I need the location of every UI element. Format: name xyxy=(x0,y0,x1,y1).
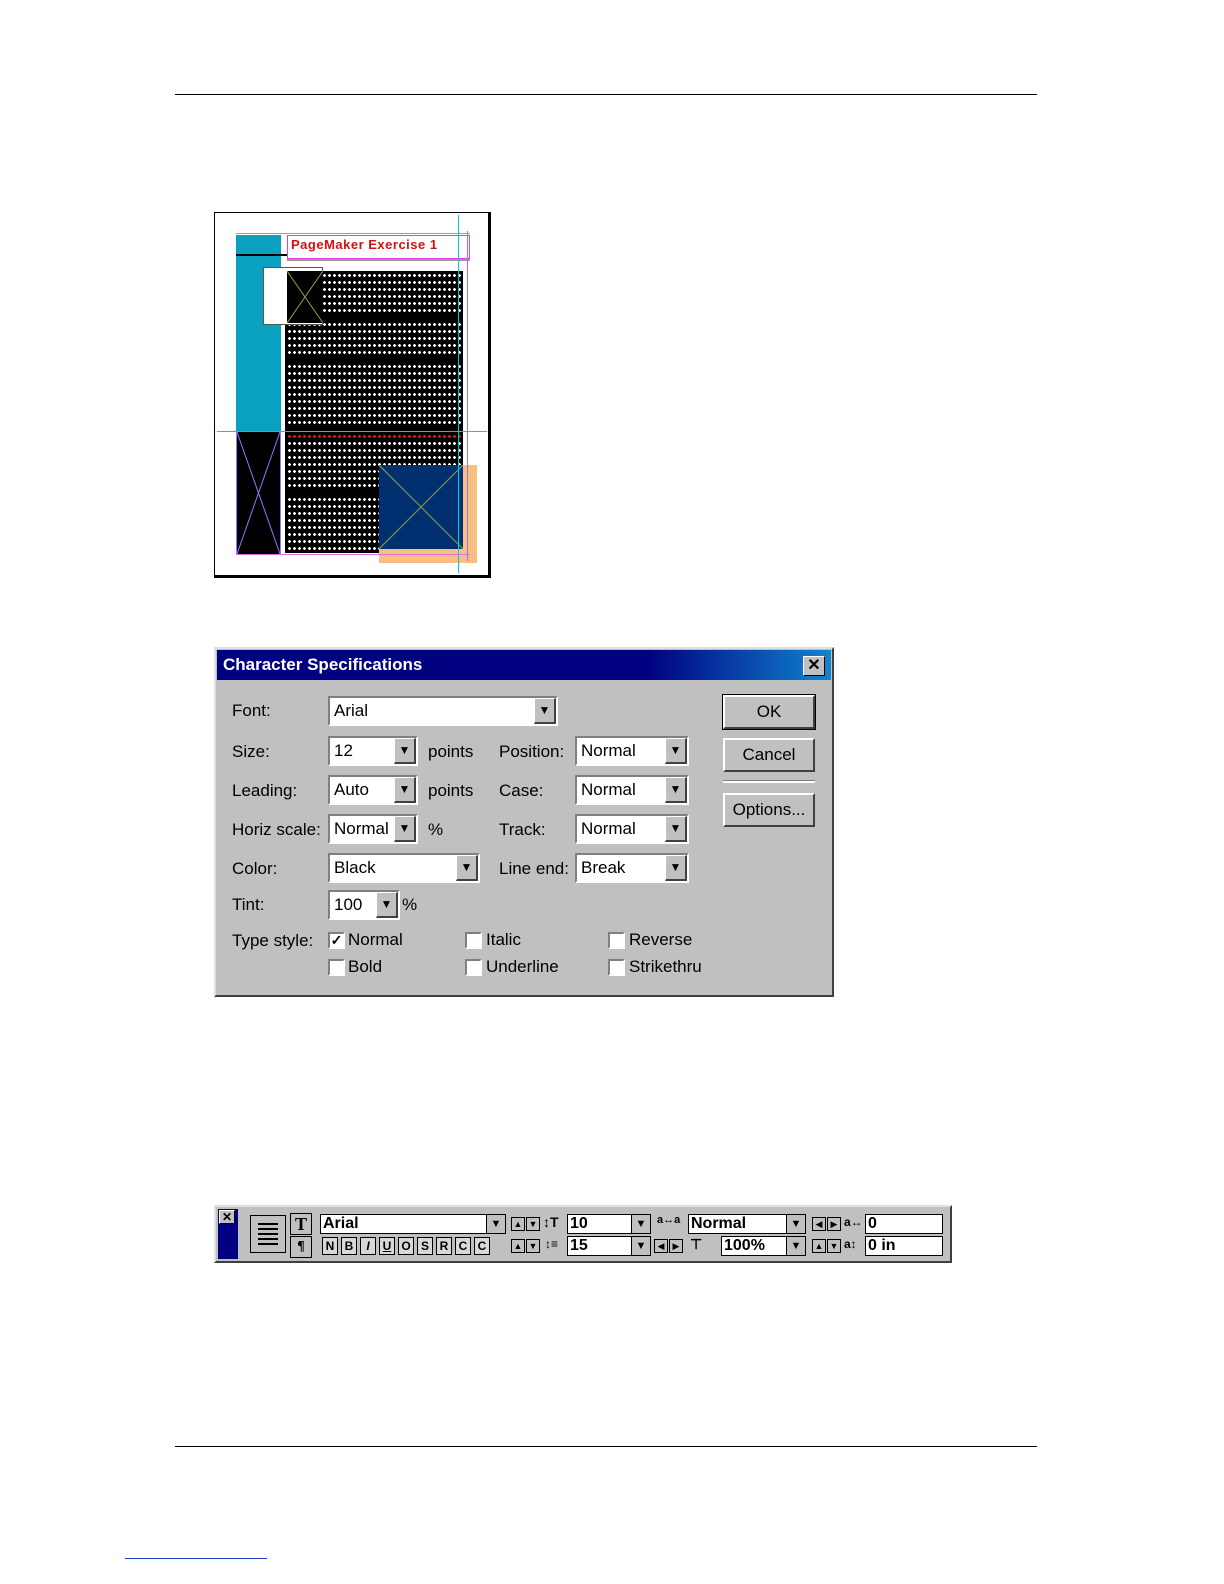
kerning-icon: a↔ xyxy=(844,1215,863,1229)
chevron-down-icon: ▼ xyxy=(669,782,682,796)
palette-font-field[interactable] xyxy=(320,1214,506,1234)
close-button[interactable] xyxy=(803,656,825,676)
track-value: Normal xyxy=(581,819,636,838)
close-icon: ✕ xyxy=(221,1210,233,1224)
palette-style-shadow-button[interactable]: S xyxy=(417,1237,433,1255)
placeholder-cross-icon xyxy=(237,432,280,554)
track-dropdown-button[interactable] xyxy=(665,816,687,842)
dialog-title: Character Specifications xyxy=(223,655,423,674)
kerning-nudge-left[interactable]: ◀ xyxy=(812,1217,826,1231)
horiz-scale-label: Horiz scale: xyxy=(232,820,321,839)
size-combobox[interactable] xyxy=(328,736,418,766)
ok-button[interactable]: OK xyxy=(723,695,815,729)
case-value: Normal xyxy=(581,780,636,799)
palette-style-reverse-button[interactable]: R xyxy=(436,1237,452,1255)
palette-track-field[interactable] xyxy=(688,1214,806,1234)
ruler-guide-vertical xyxy=(458,215,459,573)
kerning-nudge-right[interactable]: ▶ xyxy=(827,1217,841,1231)
baseline-shift-icon: a↕ xyxy=(844,1237,857,1251)
image-placeholder-left xyxy=(236,431,281,555)
close-icon: ✕ xyxy=(807,657,821,674)
case-select[interactable] xyxy=(575,775,689,805)
track-select[interactable] xyxy=(575,814,689,844)
tint-value: 100 xyxy=(334,895,363,914)
size-dropdown-button[interactable] xyxy=(394,738,416,764)
button-separator xyxy=(723,780,815,783)
header-rule xyxy=(175,94,1037,95)
color-dropdown-button[interactable] xyxy=(456,855,478,881)
size-nudge-up[interactable]: ▲ xyxy=(511,1217,525,1231)
reverse-checkbox-label: Reverse xyxy=(629,930,693,949)
leading-nudge-down[interactable]: ▼ xyxy=(526,1239,540,1253)
line-end-dropdown-button[interactable] xyxy=(665,855,687,881)
chevron-down-icon: ▼ xyxy=(669,860,682,874)
position-dropdown-button[interactable] xyxy=(665,738,687,764)
chevron-down-icon: ▼ xyxy=(398,743,411,757)
type-style-label: Type style: xyxy=(232,931,314,950)
strikethru-checkbox[interactable] xyxy=(608,959,625,976)
palette-baseline-value: 0 in xyxy=(868,1237,896,1254)
character-specifications-dialog xyxy=(214,647,834,997)
placeholder-cross-icon xyxy=(287,271,323,323)
color-value: Black xyxy=(334,858,376,877)
leading-dropdown-button[interactable] xyxy=(394,777,416,803)
font-select[interactable] xyxy=(328,696,558,726)
normal-checkbox[interactable]: ✓ xyxy=(328,932,345,949)
scale-nudge-right[interactable]: ▶ xyxy=(669,1239,683,1253)
underline-checkbox-label: Underline xyxy=(486,957,559,976)
palette-scale-field[interactable] xyxy=(721,1236,806,1256)
palette-kerning-value: 0 xyxy=(868,1215,877,1232)
leading-value: Auto xyxy=(334,780,369,799)
tint-combobox[interactable] xyxy=(328,890,400,920)
image-placeholder-bottom xyxy=(379,465,463,549)
chevron-down-icon: ▼ xyxy=(669,821,682,835)
strikethru-checkbox-label: Strikethru xyxy=(629,957,702,976)
character-view-button[interactable] xyxy=(290,1213,312,1235)
options-button[interactable]: Options... xyxy=(723,793,815,827)
baseline-nudge-up[interactable]: ▲ xyxy=(812,1239,826,1253)
font-dropdown-button[interactable] xyxy=(534,698,556,724)
case-label: Case: xyxy=(499,781,544,800)
normal-checkbox-label: Normal xyxy=(348,930,403,949)
chevron-down-icon: ▼ xyxy=(398,782,411,796)
position-value: Normal xyxy=(581,741,636,760)
case-dropdown-button[interactable] xyxy=(665,777,687,803)
footer-rule xyxy=(175,1446,1037,1447)
chevron-down-icon: ▼ xyxy=(790,1240,802,1252)
reverse-checkbox[interactable] xyxy=(608,932,625,949)
palette-style-underline-button[interactable]: U xyxy=(379,1237,395,1255)
chevron-down-icon: ▼ xyxy=(460,860,473,874)
leading-combobox[interactable] xyxy=(328,775,418,805)
color-select[interactable] xyxy=(328,853,480,883)
palette-leading-value: 15 xyxy=(570,1237,588,1254)
baseline-nudge-down[interactable]: ▼ xyxy=(827,1239,841,1253)
margin-guide-bottom xyxy=(236,554,470,555)
footnote-link-rule xyxy=(125,1558,267,1559)
chevron-down-icon: ▼ xyxy=(380,897,393,911)
dialog-titlebar xyxy=(217,650,831,680)
leading-nudge-up[interactable]: ▲ xyxy=(511,1239,525,1253)
ruler-guide-horizontal xyxy=(217,431,487,432)
line-end-select[interactable] xyxy=(575,853,689,883)
cancel-button[interactable]: Cancel xyxy=(723,738,815,772)
leading-label: Leading: xyxy=(232,781,298,800)
palette-track-dropdown[interactable] xyxy=(786,1214,806,1234)
line-end-value: Break xyxy=(581,858,626,877)
size-nudge-down[interactable]: ▼ xyxy=(526,1217,540,1231)
palette-font-dropdown[interactable] xyxy=(486,1214,506,1234)
color-label: Color: xyxy=(232,859,278,878)
size-value: 12 xyxy=(334,741,353,760)
italic-checkbox[interactable] xyxy=(465,932,482,949)
horiz-scale-dropdown-button[interactable] xyxy=(394,816,416,842)
palette-baseline-field[interactable] xyxy=(865,1236,943,1256)
margin-guide-top xyxy=(236,233,470,234)
margin-guide-right xyxy=(467,231,468,561)
palette-style-bold-button[interactable]: B xyxy=(341,1237,357,1255)
control-palette xyxy=(214,1205,952,1263)
italic-checkbox-label: Italic xyxy=(486,930,521,949)
size-units-label: points xyxy=(428,742,474,761)
palette-kerning-field[interactable] xyxy=(865,1214,943,1234)
palette-leading-field[interactable] xyxy=(567,1236,651,1256)
font-value: Arial xyxy=(334,701,369,720)
palette-size-dropdown[interactable] xyxy=(631,1214,651,1234)
palette-scale-dropdown[interactable] xyxy=(786,1236,806,1256)
horizontal-scale-icon: ⊤ xyxy=(690,1236,703,1252)
horiz-scale-combobox[interactable] xyxy=(328,814,418,844)
horiz-scale-units-label: % xyxy=(428,820,444,839)
palette-style-outline-button[interactable]: O xyxy=(398,1237,414,1255)
position-select[interactable] xyxy=(575,736,689,766)
leading-units-label: points xyxy=(428,781,474,800)
chevron-down-icon: ▼ xyxy=(490,1218,502,1230)
font-size-icon: ↕T xyxy=(543,1214,559,1230)
page-layout-thumbnail xyxy=(214,212,491,578)
bold-checkbox-label: Bold xyxy=(348,957,383,976)
palette-style-strikethru-button[interactable]: C xyxy=(455,1237,471,1255)
position-label: Position: xyxy=(499,742,565,761)
palette-style-small-caps-button[interactable]: C xyxy=(474,1237,490,1255)
paragraph-view-button[interactable] xyxy=(290,1236,312,1258)
tracking-icon: a↔a xyxy=(657,1214,681,1226)
palette-style-italic-button[interactable]: I xyxy=(360,1237,376,1255)
paragraph-icon: ¶ xyxy=(297,1239,305,1254)
palette-style-normal-button[interactable]: N xyxy=(322,1237,338,1255)
underline-checkbox[interactable] xyxy=(465,959,482,976)
leading-icon: ↕≡ xyxy=(545,1237,559,1251)
chevron-down-icon: ▼ xyxy=(790,1218,802,1230)
chevron-down-icon: ▼ xyxy=(398,821,411,835)
bold-checkbox[interactable] xyxy=(328,959,345,976)
chevron-down-icon: ▼ xyxy=(538,703,551,717)
character-mode-icon: T xyxy=(294,1214,307,1234)
tint-label: Tint: xyxy=(232,895,265,914)
palette-scale-value: 100% xyxy=(724,1237,765,1254)
placeholder-cross-icon xyxy=(379,465,463,549)
chevron-down-icon: ▼ xyxy=(669,743,682,757)
line-end-label: Line end: xyxy=(499,859,569,878)
image-placeholder-top-fill xyxy=(287,271,323,323)
text-block-icon xyxy=(251,1216,285,1252)
track-label: Track: xyxy=(499,820,546,839)
palette-track-value: Normal xyxy=(691,1215,747,1232)
scale-nudge-left[interactable]: ◀ xyxy=(654,1239,668,1253)
header-line xyxy=(236,254,289,256)
cyan-sidebar-block xyxy=(236,235,281,431)
chevron-down-icon: ▼ xyxy=(635,1240,647,1252)
tint-dropdown-button[interactable] xyxy=(376,892,398,918)
palette-leading-dropdown[interactable] xyxy=(631,1236,651,1256)
thumbnail-title: PageMaker Exercise 1 xyxy=(291,237,438,252)
palette-size-value: 10 xyxy=(570,1215,588,1232)
tint-units-label: % xyxy=(402,895,418,914)
chevron-down-icon: ▼ xyxy=(635,1218,647,1230)
palette-font-value: Arial xyxy=(323,1215,359,1232)
palette-size-field[interactable] xyxy=(567,1214,651,1234)
apply-button[interactable] xyxy=(250,1215,286,1253)
title-underline xyxy=(287,259,470,261)
size-label: Size: xyxy=(232,742,270,761)
horiz-scale-value: Normal xyxy=(334,819,389,838)
palette-close-button[interactable] xyxy=(219,1210,235,1224)
font-label: Font: xyxy=(232,701,271,720)
